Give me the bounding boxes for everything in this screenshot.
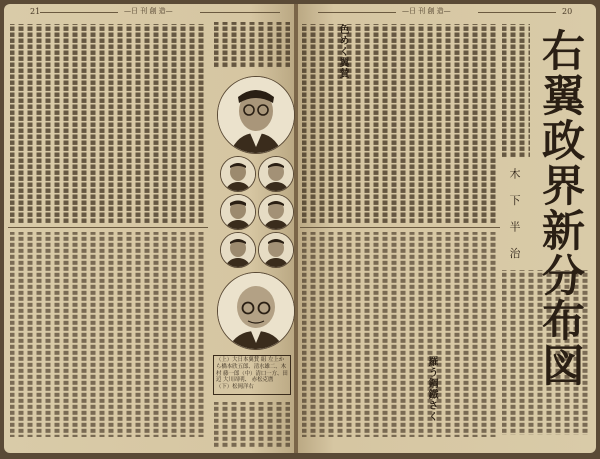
portrait-small-6 <box>258 232 294 268</box>
portrait-small-5 <box>220 232 256 268</box>
body-text-lines <box>300 20 500 440</box>
left-page-number: 21 <box>30 7 41 16</box>
right-body-text <box>300 20 500 440</box>
portrait-small-1 <box>220 156 256 192</box>
subheading-1: 色めく翼賛 <box>337 24 348 79</box>
photo-caption: （上）大日本翼賛 組 左上から橋本欣五郎、清水雄二、木村 藤一郎（中）清口一方、田辺 大川周明、 赤松克麿 （下）松岡洋右 <box>213 355 291 395</box>
portrait-small-4 <box>258 194 294 230</box>
left-header-rule-b <box>200 12 280 13</box>
left-header-rule-a <box>40 12 118 13</box>
right-running-head: —日 刊 創 造— <box>402 7 451 15</box>
author-byline: 木 下 半 治 <box>508 168 521 265</box>
right-page-number: 20 <box>562 7 573 16</box>
portrait-small-3 <box>220 194 256 230</box>
portrait-bald-man <box>217 272 295 350</box>
left-top-text <box>212 20 292 70</box>
right-header-rule-a <box>318 12 396 13</box>
left-body-text <box>8 20 208 440</box>
subheading-2: 羅う鋼鐵さく <box>426 356 437 422</box>
left-bottom-text <box>212 400 292 450</box>
left-running-head: —日 刊 創 造— <box>124 7 173 15</box>
article-title: 右翼政界新分布図 <box>535 28 585 388</box>
right-header-rule-b <box>478 12 556 13</box>
right-lead-text <box>500 20 534 160</box>
portrait-glasses-man <box>217 76 295 154</box>
portrait-small-2 <box>258 156 294 192</box>
